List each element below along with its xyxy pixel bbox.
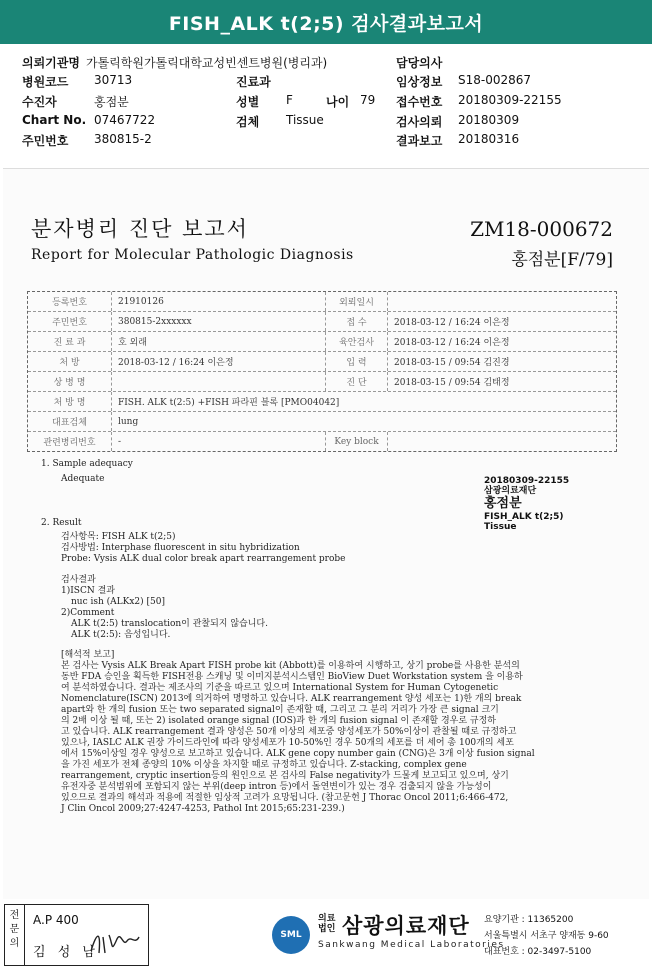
report-date-value: 20180316: [458, 132, 520, 146]
table-row: [28, 312, 616, 332]
result-line: Probe: Vysis ALK dual color break apart rearrangement probe: [61, 554, 346, 564]
key-label: Key block: [326, 432, 388, 451]
stamp-line: FISH_ALK t(2;5): [484, 512, 564, 522]
lab-brand-english: Sankwang Medical Laboratories: [318, 940, 505, 950]
signature-icon: [87, 927, 143, 961]
section-heading: 2. Result: [41, 518, 82, 528]
interpretation-line: 고 있습니다. ALK rearrangement 결과 양성은 50개 이상의 세포중 양성세포가 50%이상이 관찰될 때로 규정하고: [61, 727, 517, 737]
institution-value: 가톨릭학원가톨릭대학교성빈센트병원(병리과): [86, 56, 328, 70]
lab-brand-name: 삼광의료재단: [342, 914, 470, 938]
table-row: [28, 432, 616, 451]
receipt-label: 접수번호: [396, 95, 443, 109]
interpretation-line: Nomenclature(ISCN) 2013에 의거하여 명명하고 있습니다. ALK rearrangement 양성 세포는 1)한 개의 break: [61, 694, 522, 704]
banner-title: FISH_ALK t(2;5) 검사결과보고서: [168, 12, 484, 35]
lab-contact: [484, 912, 609, 960]
rx-value: FISH. ALK t(2:5) +FISH 파라핀 블록 [PMO04042]: [118, 398, 340, 408]
rel-label: 관련병리번호: [28, 432, 112, 451]
corp-line: 의료: [318, 914, 336, 924]
interpretation-line: 있으므로 결과의 해석과 적용에 적절한 임상적 고려가 요망됩니다. (참고문헌 J Thorac Oncol 2011;6:466-472,: [61, 793, 509, 803]
key-value: [388, 432, 616, 451]
result-line: ALK t(2:5) translocation이 관찰되지 않습니다.: [71, 619, 268, 629]
interpretation-line: rearrangement, cryptic insertion등의 원인으로 본 검사의 False negativity가 드물게 보고되고 있으며, 상기: [61, 771, 509, 781]
reg-label: 등록번호: [28, 292, 112, 311]
result-line: 검사항목: FISH ALK t(2;5): [61, 532, 176, 542]
result-line: 1)ISCN 결과: [61, 586, 115, 596]
diag-label: 진 단: [326, 372, 388, 391]
chart-label: Chart No.: [22, 113, 87, 127]
patient-label: 수진자: [22, 95, 57, 109]
chart-value: 07467722: [94, 113, 156, 127]
interpretation-line: apart와 한 개의 fusion 또는 two separated signal이 존재할 때, 그리고 그 분리 거리가 가장 큰 signal 크기: [61, 705, 499, 715]
table-row: [28, 372, 616, 392]
sex-label: 성별: [236, 95, 260, 109]
clinical-value: S18-002867: [458, 73, 532, 87]
table-row: [28, 412, 616, 432]
input-label: 입 력: [326, 352, 388, 371]
dept-label-cell: 진 료 과: [28, 332, 112, 351]
gross-value: 2018-03-12 / 16:24 이은정: [394, 338, 510, 348]
interpretation-line: 유전자중 분석범위에 포함되지 않는 부위(deep intron 등)에서 돌연변이가 있는 경우 검출되지 않을 가능성이: [61, 782, 492, 792]
specimen-value: Tissue: [286, 113, 324, 127]
interpretation-line: 있으나, IASLC ALK 권장 가이드라인에 따라 양성세포가 10-50%인 경우 50개의 세포를 더 세어 총 100개의 세포: [61, 738, 514, 748]
rep-value: lung: [118, 416, 139, 427]
specialist-label: 전문의: [5, 905, 25, 965]
report-title-en: Report for Molecular Pathologic Diagnosis: [31, 247, 354, 263]
gross-label: 육안검사: [326, 332, 388, 351]
dept-label: 진료과: [236, 75, 271, 89]
rx-label: 처 방 명: [28, 392, 112, 411]
report-date-label: 결과보고: [396, 134, 443, 148]
rep-label: 대표검체: [28, 412, 112, 431]
stamp-line: Tissue: [484, 522, 517, 532]
table-row: [28, 292, 616, 312]
report-title-ko: 분자병리 진단 보고서: [31, 217, 249, 241]
interpretation-line: 동반 FDA 승인을 획득한 FISH전용 스캐닝 및 이미지분석시스템인 BioView Duet Workstation system 을 이용하: [61, 672, 523, 682]
sex-value: F: [286, 93, 293, 107]
id-value: 380815-2xxxxxx: [112, 312, 326, 331]
signature-box: [4, 904, 149, 966]
result-line: 검사결과: [61, 575, 96, 585]
input-value: 2018-03-15 / 09:54 김진경: [394, 358, 510, 368]
rel-value: -: [112, 432, 326, 451]
ap-number: A.P 400: [33, 913, 79, 927]
contact-line: 대표번호 : 02-3497-5100: [484, 947, 592, 957]
interpretation-line: 본 검사는 Vysis ALK Break Apart FISH probe kit (Abbott)를 이용하여 시행하고, 상기 probe를 사용한 분석의: [61, 661, 520, 671]
clinical-label: 임상정보: [396, 75, 443, 89]
hospital-code-value: 30713: [94, 73, 133, 87]
result-line: 검사방법: Interphase fluorescent in situ hybridization: [61, 543, 300, 553]
corp-type: [318, 914, 335, 934]
result-line: 2)Comment: [61, 608, 115, 618]
request-label: 검사의뢰: [396, 115, 443, 129]
other-value: [388, 292, 616, 311]
age-value: 79: [360, 93, 376, 107]
dept-value-cell: 호 외래: [112, 332, 326, 351]
pathologist-name: 김 성 남: [33, 945, 99, 960]
institution-label: 의뢰기관명: [22, 56, 80, 70]
id-label: 주민번호: [28, 312, 112, 331]
interpretation-line: 을 가진 세포가 전체 종양의 10% 이상을 차지할 때로 규정하고 있습니다. Z-stacking, complex gene: [61, 760, 467, 770]
stamp-line: 삼광의료재단: [484, 486, 537, 496]
patient-value: 홍점분: [94, 95, 129, 109]
accept-label: 접 수: [326, 312, 388, 331]
receipt-value: 20180309-22155: [458, 93, 562, 107]
interpretation-heading: [해석적 보고]: [61, 650, 115, 660]
sml-logo-icon: [272, 916, 310, 954]
case-number: ZM18-000672: [470, 217, 613, 241]
result-line: ALK t(2:5): 음성입니다.: [71, 630, 171, 640]
interpretation-line: 여 분석하였습니다. 결과는 제조사의 기준을 따르고 있으며 International System for Human Cytogenetic: [61, 683, 499, 693]
diag-value: 2018-03-15 / 09:54 김태정: [394, 378, 510, 388]
result-line: nuc ish (ALKx2) [50]: [71, 597, 166, 607]
table-row: [28, 392, 616, 412]
logo-text: SML: [280, 930, 302, 940]
interpretation-line: J Clin Oncol 2009;27:4247-4253, Pathol Int 2015;65:231-239.): [61, 804, 345, 814]
table-row: [28, 332, 616, 352]
resident-value: 380815-2: [94, 132, 152, 146]
request-value: 20180309: [458, 113, 520, 127]
reg-value: 21910126: [112, 292, 326, 311]
ward-value: [112, 372, 326, 391]
section-heading: 1. Sample adequacy: [41, 459, 133, 469]
resident-label: 주민번호: [22, 134, 69, 148]
table-row: [28, 352, 616, 372]
other-label: 외뢰일시: [326, 292, 388, 311]
age-label: 나이: [326, 95, 350, 109]
adequacy-value: Adequate: [61, 474, 105, 484]
stamp-line: 20180309-22155: [484, 476, 570, 486]
report-banner: [0, 0, 652, 44]
interpretation-line: 에서 15%이상일 경우 양성으로 보고하고 있습니다. ALK gene copy number gain (CNG)은 3개 이상 fusion signal: [61, 749, 535, 759]
report-body: [41, 459, 611, 815]
scanned-report: [3, 168, 649, 899]
order-value: 2018-03-12 / 16:24 이은정: [112, 352, 326, 371]
patient-tag: 홍점분[F/79]: [511, 250, 613, 270]
stamp-patient: 홍점분: [484, 496, 522, 511]
case-info-table: [27, 291, 617, 452]
contact-line: 요양기관 : 11365200: [484, 915, 574, 925]
ward-label: 상 병 명: [28, 372, 112, 391]
doctor-label: 담당의사: [396, 56, 443, 70]
order-label: 처 방: [28, 352, 112, 371]
report-footer: [0, 898, 652, 973]
accept-value: 2018-03-12 / 16:24 이은정: [394, 318, 510, 328]
hospital-code-label: 병원코드: [22, 75, 69, 89]
corp-line: 법인: [318, 924, 336, 934]
contact-line: 서울특별시 서초구 양재동 9-60: [484, 931, 609, 941]
specimen-label: 검체: [236, 115, 260, 129]
interpretation-line: 의 2배 이상 될 때, 또는 2) isolated orange signal (IOS)과 한 개의 fusion signal 이 존재할 경우로 규정하: [61, 716, 496, 726]
